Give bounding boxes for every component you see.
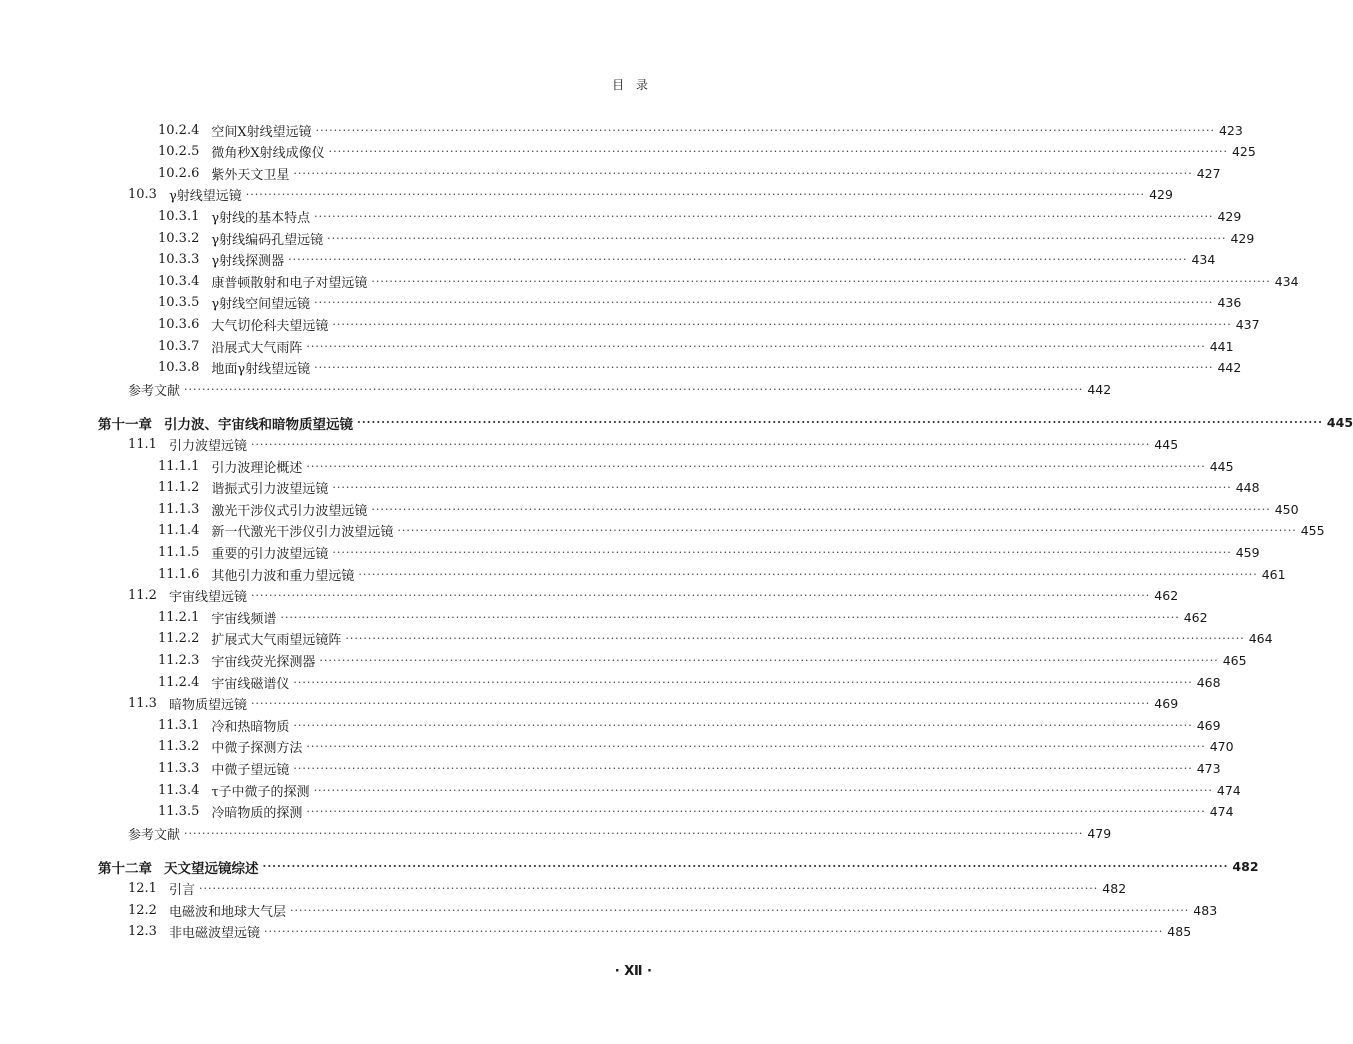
toc-entry-number: 11.3.5 [158, 804, 200, 820]
toc-entry-title: γ射线探测器 [211, 254, 285, 270]
toc-entry-title: 引力波、宇宙线和暗物质望远镜 [164, 416, 353, 433]
toc-subsection [158, 206, 1242, 226]
toc-leader-dots: ········································································································································································································ [315, 123, 1215, 137]
toc-entry-title: τ子中微子的探测 [211, 784, 310, 800]
toc-leader-dots: ········································································································································································································ [306, 339, 1206, 353]
toc-section [128, 379, 1112, 399]
toc-entry-number: 10.3.1 [158, 208, 200, 224]
toc-entry-title: 扩展式大气雨望远镜阵 [211, 633, 342, 649]
toc-entry-number: 10.2.5 [158, 144, 200, 160]
toc-entry-title: 激光干涉仪式引力波望远镜 [211, 503, 368, 519]
toc-entry-title: 暗物质望远镜 [168, 698, 247, 714]
toc-entry-number: 11.1.5 [158, 544, 200, 560]
toc-entry-title: 其他引力波和重力望远镜 [211, 568, 355, 584]
toc-entry-title: 空间X射线望远镜 [211, 124, 312, 140]
toc-entry-title: 引言 [168, 882, 195, 898]
toc-entry-page: 445 [1326, 415, 1353, 431]
toc-entry-page: 434 [1274, 273, 1299, 289]
toc-section [128, 586, 1179, 606]
toc-subsection [158, 607, 1208, 627]
toc-leader-dots: ········································································································································································································ [371, 274, 1271, 288]
toc-section [128, 900, 1218, 920]
toc-entry-title: 中微子望远镜 [211, 762, 290, 778]
toc-section [128, 922, 1192, 942]
toc-subsection [158, 163, 1221, 183]
toc-entry-number: 10.3.6 [158, 316, 200, 332]
running-header: 目 录 [612, 78, 652, 92]
toc-leader-dots: ········································································································································································································ [280, 610, 1180, 624]
toc-entry-page: 423 [1218, 122, 1243, 138]
toc-entry-number: 10.2.6 [158, 165, 200, 181]
toc-entry-number: 11.3.1 [158, 717, 200, 733]
toc-entry-title: 参考文献 [128, 383, 181, 399]
toc-subsection [158, 293, 1242, 313]
toc-entry-number: 11.3.3 [158, 760, 200, 776]
toc-leader-dots: ········································································································································································································ [293, 718, 1193, 732]
toc-entry-page: 450 [1274, 501, 1299, 517]
toc-entry-page: 427 [1196, 165, 1221, 181]
toc-entry-title: 大气切伦科夫望远镜 [211, 318, 329, 334]
toc-leader-dots: ········································································································································································································ [314, 361, 1214, 375]
toc-leader-dots: ········································································································································································································ [332, 545, 1232, 559]
toc-entry-page: 468 [1196, 674, 1221, 690]
toc-entry-number: 11.1.4 [158, 523, 200, 539]
toc-entry-number: 11.2.4 [158, 674, 200, 690]
toc-leader-dots: ········································································································································································································ [327, 231, 1227, 245]
toc-entry-page: 455 [1300, 523, 1325, 539]
toc-entry-title: 冷暗物质的探测 [211, 806, 303, 822]
toc-subsection [158, 314, 1260, 334]
toc-entry-page: 436 [1217, 295, 1242, 311]
toc-subsection [158, 542, 1260, 562]
toc-section [128, 878, 1127, 898]
toc-entry-page: 482 [1232, 859, 1259, 875]
toc-entry-title: 宇宙线望远镜 [168, 590, 247, 606]
toc-entry-title: 中微子探测方法 [211, 741, 303, 757]
toc-entry-page: 479 [1087, 825, 1112, 841]
toc-subsection [158, 564, 1286, 584]
toc-subsection [158, 780, 1241, 800]
toc-entry-number: 11.2 [128, 588, 157, 604]
toc-subsection [158, 228, 1255, 248]
toc-entry-number: 11.2.3 [158, 652, 200, 668]
toc-leader-dots: ········································································································································································································ [184, 382, 1084, 396]
toc-subsection [158, 250, 1216, 270]
toc-leader-dots: ········································································································································································································ [319, 653, 1219, 667]
toc-entry-page: 465 [1222, 652, 1247, 668]
toc-subsection [158, 336, 1234, 356]
toc-subsection [158, 358, 1242, 378]
toc-entry-number: 11.3.2 [158, 739, 200, 755]
toc-leader-dots: ········································································································································································································ [306, 805, 1206, 819]
toc-subsection [158, 802, 1234, 822]
toc-entry-number: 10.3.5 [158, 295, 200, 311]
toc-entry-title: 非电磁波望远镜 [168, 926, 260, 942]
toc-entry-page: 459 [1235, 544, 1260, 560]
toc-entry-page: 448 [1235, 480, 1260, 496]
toc-entry-page: 474 [1216, 782, 1241, 798]
toc-subsection [158, 478, 1260, 498]
toc-entry-title: 参考文献 [128, 827, 181, 843]
toc-leader-dots: ········································································································································································································ [184, 826, 1084, 840]
toc-entry-number: 11.1 [128, 436, 157, 452]
toc-subsection [158, 758, 1221, 778]
toc-entry-page: 461 [1261, 566, 1286, 582]
toc-entry-number: 10.3 [128, 187, 157, 203]
toc-entry-number: 12.1 [128, 880, 157, 896]
toc-entry-page: 482 [1102, 880, 1127, 896]
toc-entry-page: 442 [1087, 381, 1112, 397]
toc-chapter [98, 857, 1259, 877]
toc-entry-number: 11.1.2 [158, 480, 200, 496]
toc-subsection [158, 672, 1221, 692]
toc-subsection [158, 737, 1234, 757]
toc-leader-dots: ········································································································································································································ [332, 317, 1232, 331]
toc-subsection [158, 499, 1299, 519]
toc-leader-dots: ········································································································································································································ [397, 524, 1297, 538]
toc-entry-page: 470 [1209, 739, 1234, 755]
toc-leader-dots: ········································································································································································································ [293, 675, 1193, 689]
toc-leader-dots: ········································································································································································································ [198, 881, 1099, 895]
toc-entry-number: 10.3.3 [158, 252, 200, 268]
toc-entry-number: 10.3.2 [158, 230, 200, 246]
toc-entry-number: 11.3.4 [158, 782, 200, 798]
toc-entry-number: 10.3.7 [158, 338, 200, 354]
toc-entry-page: 485 [1167, 924, 1192, 940]
toc-entry-title: 新一代激光干涉仪引力波望远镜 [211, 525, 394, 541]
toc-entry-title: 宇宙线磁谱仪 [211, 676, 290, 692]
toc-entry-page: 462 [1154, 588, 1179, 604]
toc-entry-number: 10.2.4 [158, 122, 200, 138]
toc-entry-title: 宇宙线频谱 [211, 611, 277, 627]
toc-entry-number: 第十一章 [98, 416, 152, 433]
toc-entry-title: 电磁波和地球大气层 [168, 904, 286, 920]
toc-entry-title: 康普顿散射和电子对望远镜 [211, 275, 368, 291]
toc-entry-title: 天文望远镜综述 [164, 860, 259, 877]
toc-entry-page: 442 [1217, 360, 1242, 376]
toc-leader-dots: ········································································································································································································ [293, 761, 1193, 775]
toc-entry-number: 11.1.6 [158, 566, 200, 582]
toc-entry-title: γ射线的基本特点 [211, 210, 311, 226]
toc-entry-page: 474 [1209, 804, 1234, 820]
toc-entry-page: 469 [1196, 717, 1221, 733]
toc-entry-number: 11.2.2 [158, 631, 200, 647]
toc-subsection [158, 521, 1325, 541]
toc-chapter [98, 413, 1353, 433]
toc-leader-dots: ········································································································································································································ [332, 481, 1232, 495]
toc-entry-title: 引力波理论概述 [211, 460, 303, 476]
toc-entry-title: γ射线编码孔望远镜 [211, 232, 324, 248]
toc-entry-number: 12.2 [128, 902, 157, 918]
page-number: · Ⅻ · [614, 964, 652, 979]
toc-leader-dots: ········································································································································································································ [293, 166, 1193, 180]
toc-leader-dots: ········································································································································································································ [314, 209, 1214, 223]
toc-entry-page: 434 [1191, 252, 1216, 268]
toc-leader-dots: ········································································································································································································ [289, 903, 1190, 917]
toc-section [128, 185, 1173, 205]
toc-entry-page: 473 [1196, 760, 1221, 776]
toc-leader-dots: ········································································································································································································ [306, 740, 1206, 754]
toc-leader-dots: ········································································································································································································ [250, 697, 1151, 711]
toc-entry-title: 重要的引力波望远镜 [211, 546, 329, 562]
toc-entry-title: 沿展式大气雨阵 [211, 340, 303, 356]
toc-leader-dots: ········································································································································································································ [288, 253, 1188, 267]
toc-entry-number: 11.3 [128, 696, 157, 712]
toc-entry-page: 483 [1193, 902, 1218, 918]
toc-entry-page: 441 [1209, 338, 1234, 354]
toc-subsection [158, 456, 1234, 476]
toc-subsection [158, 650, 1247, 670]
toc-entry-title: 微角秒X射线成像仪 [211, 146, 325, 162]
toc-entry-title: 宇宙线荧光探测器 [211, 654, 316, 670]
toc-entry-page: 429 [1230, 230, 1255, 246]
toc-entry-page: 469 [1154, 696, 1179, 712]
toc-entry-title: 谐振式引力波望远镜 [211, 482, 329, 498]
toc-entry-title: 冷和热暗物质 [211, 719, 290, 735]
toc-subsection [158, 142, 1256, 162]
toc-entry-page: 437 [1235, 316, 1260, 332]
toc-entry-page: 464 [1248, 631, 1273, 647]
toc-leader-dots: ········································································································································································································ [306, 459, 1206, 473]
toc-subsection [158, 120, 1243, 140]
toc-entry-page: 429 [1149, 187, 1173, 203]
toc-entry-number: 11.2.1 [158, 609, 200, 625]
toc-subsection [158, 271, 1299, 291]
toc-entry-number: 10.3.4 [158, 273, 200, 289]
toc-leader-dots: ········································································································································································································ [245, 188, 1146, 202]
toc-entry-title: γ射线空间望远镜 [211, 297, 311, 313]
toc-leader-dots: ········································································································································································································ [345, 632, 1245, 646]
toc-subsection [158, 715, 1221, 735]
toc-entry-page: 462 [1183, 609, 1208, 625]
toc-entry-page: 445 [1154, 436, 1179, 452]
toc-section [128, 434, 1179, 454]
toc-section [128, 823, 1112, 843]
toc-entry-title: 紫外天文卫星 [211, 167, 290, 183]
toc-entry-number: 11.1.3 [158, 501, 200, 517]
toc-leader-dots: ········································································································································································································ [250, 589, 1151, 603]
toc-entry-title: γ射线望远镜 [168, 189, 242, 205]
toc-leader-dots: ········································································································································································································ [371, 502, 1271, 516]
toc-entry-number: 10.3.8 [158, 360, 200, 376]
toc-leader-dots: ········································································································································································································ [262, 860, 1229, 874]
toc-subsection [158, 629, 1273, 649]
toc-leader-dots: ········································································································································································································ [313, 783, 1213, 797]
toc-entry-page: 445 [1209, 458, 1234, 474]
toc-entry-number: 12.3 [128, 924, 157, 940]
toc-entry-title: 地面γ射线望远镜 [211, 362, 311, 378]
toc-entry-page: 429 [1217, 208, 1242, 224]
toc-entry-number: 11.1.1 [158, 458, 200, 474]
toc-leader-dots: ········································································································································································································ [250, 437, 1151, 451]
toc-leader-dots: ········································································································································································································ [314, 296, 1214, 310]
toc-leader-dots: ········································································································································································································ [263, 925, 1164, 939]
toc-entry-title: 引力波望远镜 [168, 438, 247, 454]
toc-leader-dots: ········································································································································································································ [357, 416, 1323, 430]
toc-leader-dots: ········································································································································································································ [358, 567, 1258, 581]
toc-entry-page: 425 [1231, 144, 1256, 160]
toc-leader-dots: ········································································································································································································ [328, 145, 1228, 159]
toc-entry-number: 第十二章 [98, 860, 152, 877]
toc-section [128, 694, 1179, 714]
